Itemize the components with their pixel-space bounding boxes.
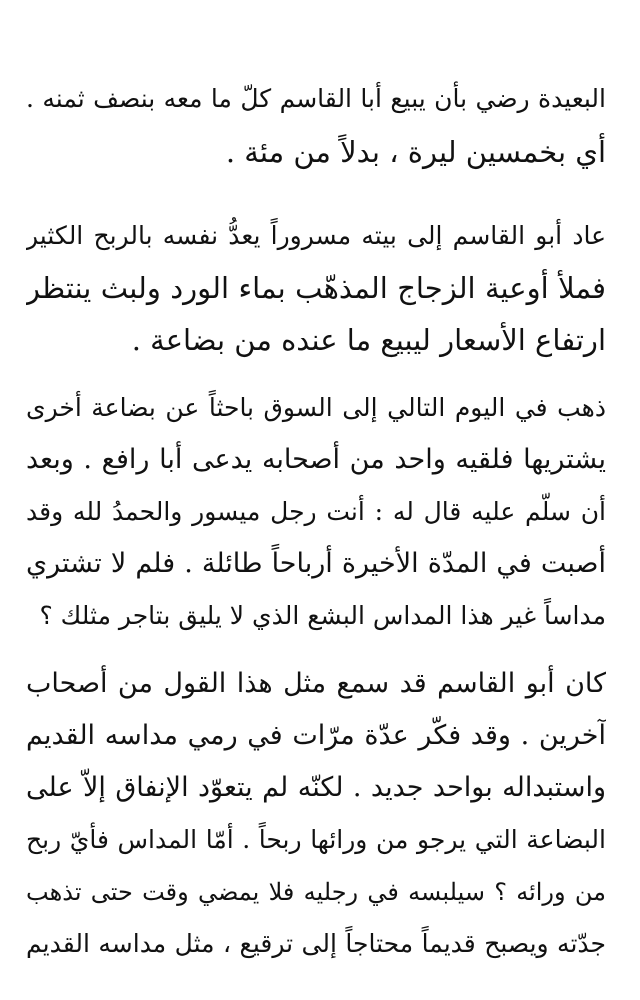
text-line: مداساً غير هذا المداس البشع الذي لا يليق بتاجر مثلك ؟	[39, 601, 606, 630]
text-line: كان أبو القاسم قد سمع مثل هذا القول من أصحاب	[26, 668, 606, 699]
text-line: ذهب في اليوم التالي إلى السوق باحثاً عن بضاعة أخرى	[26, 393, 606, 422]
text-line: أن سلّم عليه قال له : أنت رجل ميسور والحمدُ لله وقد	[26, 497, 606, 526]
text-line: البعيدة رضي بأن يبيع أبا القاسم كلّ ما معه بنصف ثمنه .	[26, 84, 606, 113]
text-line: آخرين . وقد فكّر عدّة مرّات في رمي مداسه القديم	[26, 720, 606, 751]
text-line: من ورائه ؟ سيلبسه في رجليه فلا يمضي وقت حتى تذهب	[26, 878, 606, 906]
text-line: يشتريها فلقيه واحد من أصحابه يدعى أبا رافع . وبعد	[26, 444, 606, 475]
text-line: أصبت في المدّة الأخيرة أرباحاً طائلة . فلم لا تشتري	[26, 548, 606, 579]
text-line: ارتفاع الأسعار ليبيع ما عنده من بضاعة .	[131, 323, 606, 357]
text-line: البضاعة التي يرجو من ورائها ربحاً . أمّا المداس فأيّ ربح	[26, 825, 606, 854]
text-line: أي بخمسين ليرة ، بدلاً من مئة .	[225, 135, 606, 169]
text-line: عاد أبو القاسم إلى بيته مسروراً يعدُّ نفسه بالربح الكثير	[26, 221, 606, 250]
text-line: جدّته ويصبح قديماً محتاجاً إلى ترقيع ، مثل مداسه القديم	[26, 929, 606, 958]
text-line: فملأ أوعية الزجاج المذهّب بماء الورد ولبث ينتظر	[26, 271, 606, 305]
text-line: واستبداله بواحد جديد . لكنّه لم يتعوّد الإنفاق إلاّ على	[26, 772, 606, 803]
